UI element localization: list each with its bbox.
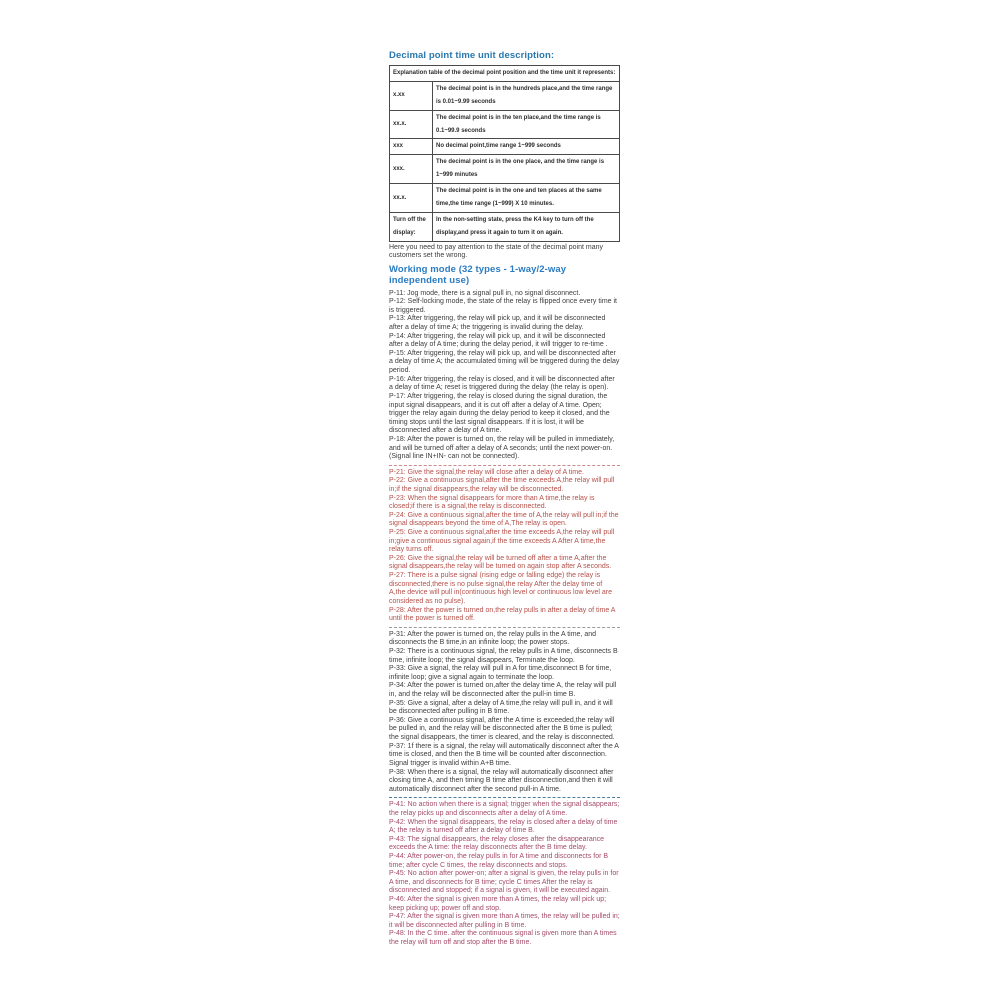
working-modes-group-1 — [389, 290, 620, 462]
dashed-separator-1 — [389, 465, 620, 466]
mode-item: P-42: When the signal disappears, the relay is closed after a delay of time A; the relay is turned off after a delay of time B. — [389, 818, 618, 835]
decimal-pattern-cell: xx.x. — [390, 110, 433, 139]
table-row — [390, 155, 620, 184]
decimal-pattern-cell: xxx — [390, 139, 433, 155]
table-row — [390, 212, 620, 241]
decimal-pattern-cell: xx.x. — [390, 184, 433, 213]
decimal-warning-note: Here you need to pay attention to the state of the decimal point many customers set the wrong. — [389, 243, 604, 260]
mode-item: P-24: Give a continuous signal,after the time of A,the relay will pull in;if the signal disappears beyond the time of A,The relay is open. — [389, 511, 619, 528]
decimal-pattern-cell: Turn off the display: — [390, 212, 433, 241]
decimal-description-cell: The decimal point is in the one place, and the time range is 1~999 minutes — [433, 155, 620, 184]
decimal-description-cell: The decimal point is in the ten place,and the time range is 0.1~99.9 seconds — [433, 110, 620, 139]
mode-item: P-35: Give a signal, after a delay of A time,the relay will pull in, and it will be disconnected after pulling in B time. — [389, 699, 613, 716]
decimal-description-cell: The decimal point is in the one and ten places at the same time,the time range (1~999) X 10 minutes. — [433, 184, 620, 213]
mode-item: P-41: No action when there is a signal; trigger when the signal disappears; the relay picks up and disconnects after a delay of A time. — [389, 801, 620, 817]
working-modes-group-4 — [389, 801, 620, 947]
mode-item: P-36: Give a continuous signal, after the A time is exceeded,the relay will be pulled in, and the relay will be disconnected after the B time is pulled; the signal disappears, the timer is cleared, and the relay is disconnected. — [389, 716, 615, 742]
mode-item: P-28: After the power is turned on,the relay pulls in after a delay of time A until the power is turned off. — [389, 606, 616, 623]
mode-item: P-37: 1f there is a signal, the relay will automatically disconnect after the A time is closed, and then the B time will be counted after disconnection. Signal trigger is invalid within A+B time. — [389, 742, 619, 767]
mode-item: P-25: Give a continuous signal,after the time exceeds A,the relay will pull in;give a continuous signal again,if the time exceeds A After A time,the relay turns off. — [389, 529, 615, 554]
mode-item: P-12: Self-locking mode, the state of the relay is flipped once every time it is triggered. — [389, 298, 618, 314]
dashed-separator-3 — [389, 797, 620, 798]
table-row — [390, 110, 620, 139]
mode-item: P-47: After the signal is given more than A times, the relay will be pulled in; it will be disconnected after pulling in B time. — [389, 913, 620, 929]
mode-item: P-26: Give the signal,the relay will be turned off after a time A,after the signal disappears,the relay will be turned on again stop after A seconds. — [389, 554, 612, 571]
mode-item: P-46: After the signal is given more than A times, the relay will pick up; keep picking up; power off and stop. — [389, 896, 607, 912]
table-row — [390, 184, 620, 213]
mode-item: P-17: After triggering, the relay is closed during the signal duration, the input signal disappears, and it is cut off after a delay of A time. Open; trigger the relay again during the delay period to keep it closed, and the timing stops until the last signal disappears. If it is lost, it will be disconnected after a delay of A time. — [389, 392, 610, 435]
mode-item: P-43: The signal disappears, the relay closes after the disappearance exceeds the A time: the relay disconnects after the B time delay. — [389, 835, 605, 852]
mode-item: P-11: Jog mode, there is a signal pull in, no signal disconnect. — [389, 289, 581, 297]
table-header: Explanation table of the decimal point position and the time unit it represents: — [390, 66, 620, 82]
decimal-point-table — [389, 65, 620, 242]
working-modes-group-3 — [389, 631, 620, 795]
table-row — [390, 139, 620, 155]
mode-item: P-27: There is a pulse signal (rising edge or falling edge) the relay is disconnected,there is no pulse signal,the relay After the delay time of A,the device will pull in(continuous high level or continuous low level are considered as no pulse). — [389, 572, 612, 605]
decimal-pattern-cell: x.xx — [390, 81, 433, 110]
mode-item: P-18: After the power is turned on, the relay will be pulled in immediately, and will be turned off after a delay of A seconds; until the next power-on. (Signal line IN+IN- can not be connected). — [389, 435, 615, 461]
mode-item: P-38: When there is a signal, the relay will automatically disconnect after closing time A, and then timing B time after disconnection,and then it will automatically disconnect after the second pull-in A time. — [389, 768, 614, 793]
mode-item: P-21: Give the signal,the relay will close after a delay of A time. — [389, 468, 584, 476]
mode-item: P-22: Give a continuous signal,after the time exceeds A,the relay will pull in;if the signal disappears,the relay will be disconnected. — [389, 477, 615, 493]
mode-item: P-44: After power-on, the relay pulls in for A time and disconnects for B time; after cycle C times, the relay disconnects and stops. — [389, 852, 609, 869]
mode-item: P-45: No action after power-on; after a signal is given, the relay pulls in for A time, and disconnects for B time; cycle C times After the relay is disconnected and stopped; if a signal is given, it will be executed again. — [389, 870, 619, 895]
product-description-page — [389, 50, 620, 948]
mode-item: P-48: In the C time. after the continuous signal is given more than A times the relay will turn off and stop after the B time. — [389, 930, 617, 947]
mode-item: P-15: After triggering, the relay will pick up, and will be disconnected after a delay of time A; the accumulated timing will be triggered during the delay period. — [389, 349, 620, 375]
mode-item: P-14: After triggering, the relay will pick up, and it will be disconnected after a delay of A time; during the delay period, it will trigger to re-time . — [389, 332, 608, 349]
mode-item: P-32: There is a continuous signal, the relay pulls in A time, disconnects B time, infinite loop; the signal disappears, Terminate the loop. — [389, 647, 618, 664]
mode-item: P-23: When the signal disappears for more than A time,the relay is closed;if there is a signal,the relay is disconnected. — [389, 494, 595, 511]
table-row — [390, 81, 620, 110]
mode-item: P-16: After triggering, the relay is closed, and it will be disconnected after a delay of time A; reset is triggered during the delay (the relay is open). — [389, 375, 615, 392]
decimal-pattern-cell: xxx. — [390, 155, 433, 184]
decimal-description-cell: In the non-setting state, press the K4 key to turn off the display,and press it again to turn it on again. — [433, 212, 620, 241]
decimal-description-cell: No decimal point,time range 1~999 seconds — [433, 139, 620, 155]
working-modes-group-2 — [389, 469, 620, 624]
decimal-description-cell: The decimal point is in the hundreds place,and the time range is 0.01~9.99 seconds — [433, 81, 620, 110]
mode-item: P-33: Give a signal, the relay will pull in A for time,disconnect B for time, infinite loop; give a signal again to terminate the loop. — [389, 665, 612, 681]
heading-working-mode: Working mode (32 types - 1-way/2-way independent use) — [389, 264, 567, 287]
mode-item: P-34: After the power is turned on,after the delay time A, the relay will pull in, and the relay will be disconnected after the pull-in time B. — [389, 682, 617, 699]
table-header-row — [390, 66, 620, 82]
mode-item: P-13: After triggering, the relay will pick up, and it will be disconnected after a delay of time A; the triggering is invalid during the delay. — [389, 315, 606, 332]
mode-item: P-31: After the power is turned on, the relay pulls in the A time, and disconnects the B time,in an infinite loop; the power stops. — [389, 630, 597, 647]
dashed-separator-2 — [389, 627, 620, 628]
heading-decimal: Decimal point time unit description: — [389, 50, 555, 61]
